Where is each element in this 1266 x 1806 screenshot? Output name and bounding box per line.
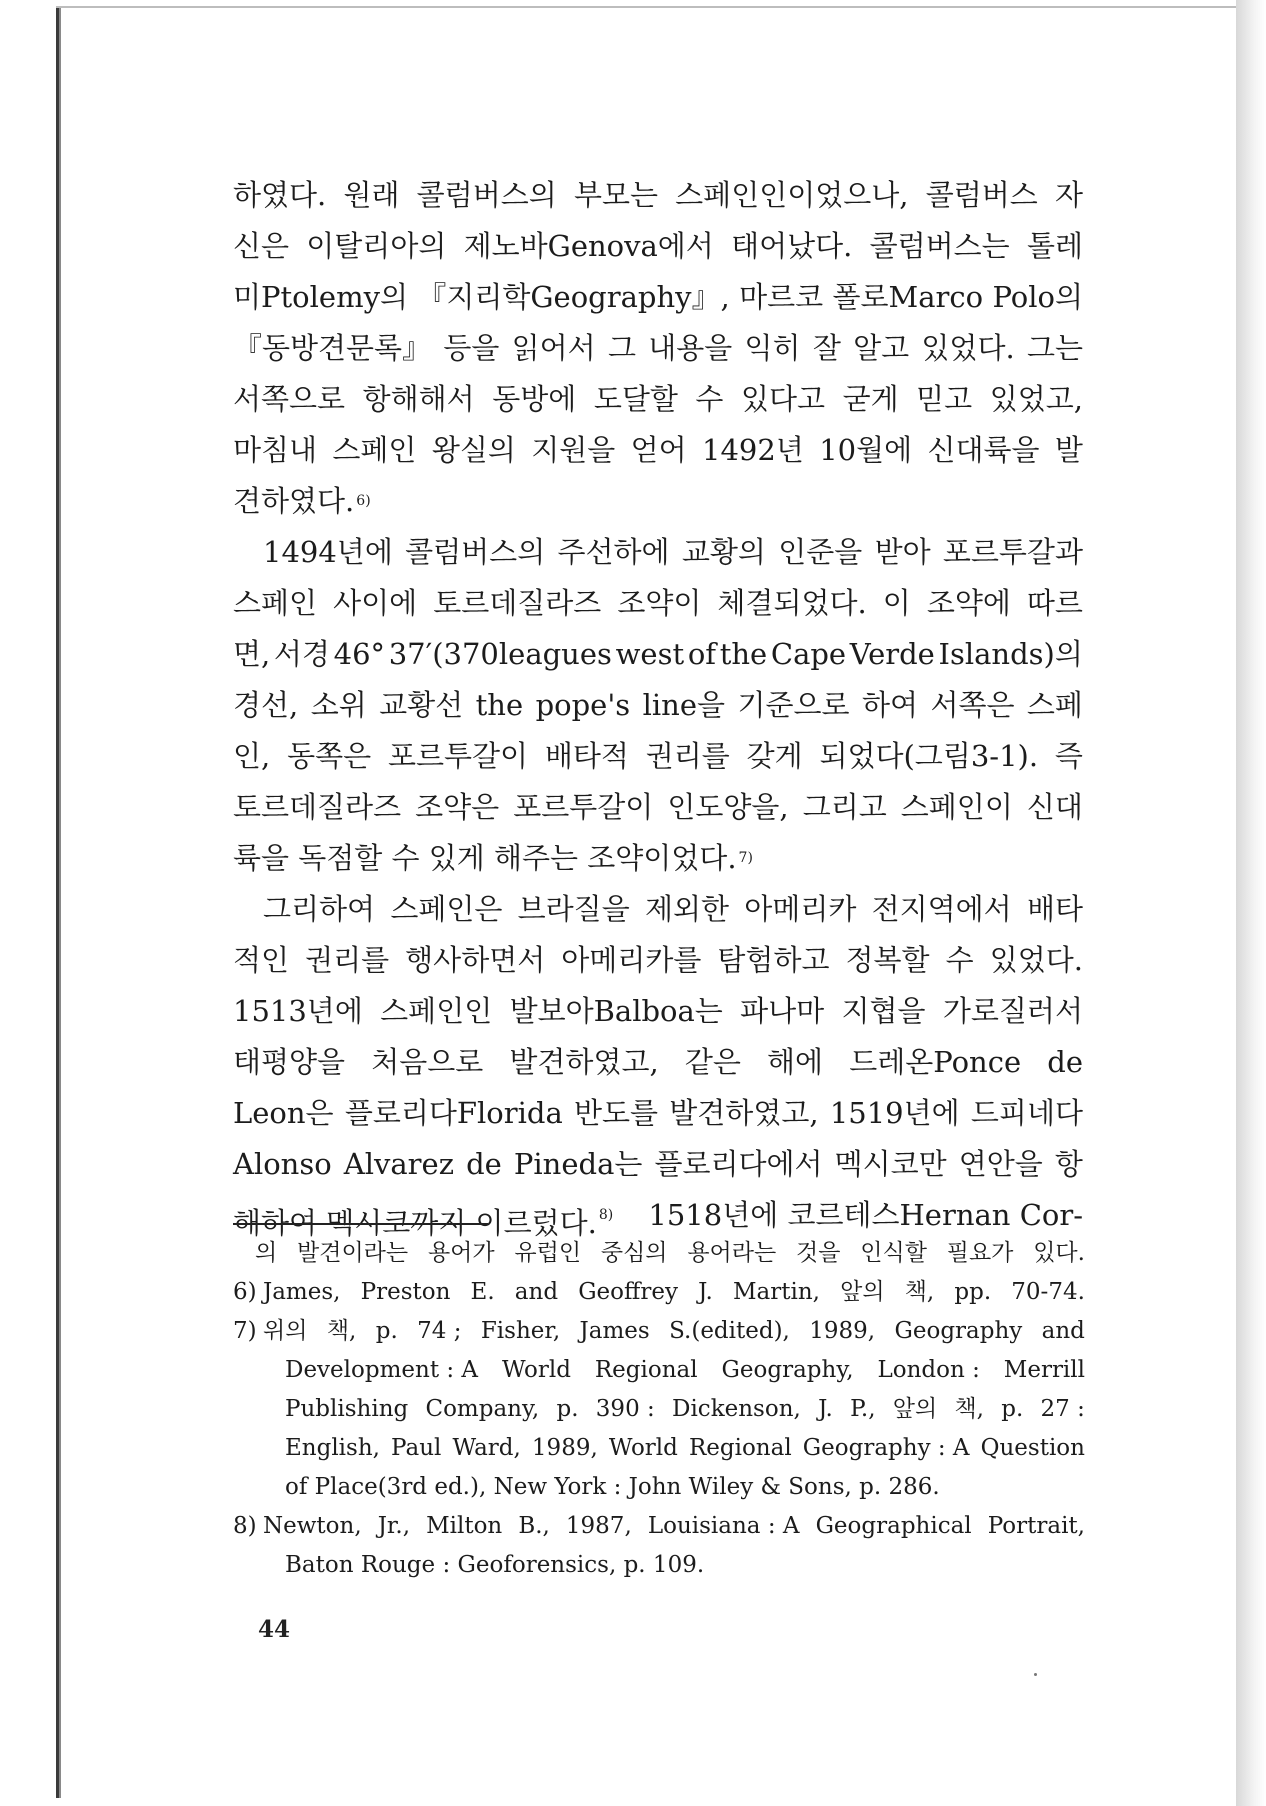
word: 등을 bbox=[443, 331, 500, 365]
footnote-number: 6) bbox=[233, 1279, 257, 1305]
word: p. bbox=[1001, 1396, 1024, 1422]
word: 주선하에 bbox=[557, 535, 670, 569]
word: Leon은 bbox=[233, 1096, 334, 1130]
word: 유럽인 bbox=[514, 1240, 582, 1266]
line-text-part: 해하여 멕시코까지 이르렀다. bbox=[233, 1206, 597, 1240]
footnote-number: 7) bbox=[233, 1318, 257, 1344]
word: 얻어 bbox=[630, 433, 687, 467]
word: 믿고 bbox=[916, 382, 973, 416]
word: 책, bbox=[954, 1396, 984, 1422]
text-line bbox=[233, 374, 1083, 425]
word: 드레온Ponce bbox=[849, 1045, 1022, 1079]
word: pp. bbox=[954, 1279, 992, 1305]
footnote-line bbox=[233, 1546, 1085, 1585]
word: Preston bbox=[360, 1279, 451, 1305]
word: 발보아Balboa는 bbox=[509, 994, 723, 1028]
word: Company, bbox=[425, 1396, 540, 1422]
word: 배타 bbox=[1026, 892, 1083, 926]
word: Pineda는 bbox=[513, 1147, 643, 1181]
word: 1987, bbox=[565, 1513, 632, 1539]
footnote-text bbox=[263, 1507, 1085, 1546]
word: 390 : bbox=[595, 1396, 655, 1422]
word: Alonso bbox=[233, 1147, 332, 1181]
word: Geography : A bbox=[802, 1435, 970, 1461]
word: and bbox=[514, 1279, 559, 1305]
word: 콜럼버스 bbox=[925, 178, 1038, 212]
word: 스페인인이었으나, bbox=[675, 178, 909, 212]
word: Milton bbox=[426, 1513, 503, 1539]
footnote-text bbox=[263, 1312, 1085, 1351]
word: 1989, bbox=[531, 1435, 598, 1461]
word: Cape bbox=[770, 637, 847, 671]
word: E. bbox=[470, 1279, 495, 1305]
line-text: 견하였다. bbox=[233, 484, 355, 518]
text-line bbox=[233, 476, 1083, 527]
word: Geography, bbox=[721, 1357, 854, 1383]
word: 서쪽으로 bbox=[233, 382, 346, 416]
word: of bbox=[687, 637, 717, 671]
word: Verde bbox=[849, 637, 935, 671]
word: 스페인인 bbox=[380, 994, 493, 1028]
word: 원래 bbox=[343, 178, 400, 212]
footnote-line bbox=[233, 1468, 1085, 1507]
text-line bbox=[233, 986, 1083, 1037]
word: 왕실의 bbox=[431, 433, 516, 467]
footnote-7 bbox=[233, 1312, 1085, 1351]
word: de bbox=[1047, 1045, 1083, 1079]
word: 서경 bbox=[273, 637, 330, 671]
word: west bbox=[615, 637, 685, 671]
word: Alvarez bbox=[343, 1147, 454, 1181]
word: London : bbox=[877, 1357, 980, 1383]
text-line bbox=[233, 833, 1083, 884]
word: 적인 bbox=[233, 943, 290, 977]
line-text: 륙을 독점할 수 있게 해주는 조약이었다. bbox=[233, 841, 737, 875]
word: 발견하였고, bbox=[509, 1045, 659, 1079]
word: 태평양을 bbox=[233, 1045, 346, 1079]
word: Geoffrey bbox=[578, 1279, 678, 1305]
word: 읽어서 bbox=[511, 331, 596, 365]
text-line bbox=[233, 1088, 1083, 1139]
word: 제외한 bbox=[644, 892, 730, 926]
word: 플로리다에서 bbox=[654, 1147, 823, 1181]
footnote-line bbox=[233, 1429, 1085, 1468]
text-line bbox=[233, 323, 1083, 374]
word: 기준으로 bbox=[737, 688, 850, 722]
word: 아메리카를 bbox=[561, 943, 702, 977]
word: Merrill bbox=[1003, 1357, 1085, 1383]
word: 항 bbox=[1054, 1147, 1083, 1181]
footnote-8 bbox=[233, 1507, 1085, 1546]
word: Question bbox=[980, 1435, 1085, 1461]
word: 배타적 bbox=[544, 739, 629, 773]
page-edge-shadow bbox=[1236, 0, 1266, 1806]
text-line bbox=[233, 731, 1083, 782]
word: 수 bbox=[945, 943, 974, 977]
word: 굳게 bbox=[842, 382, 899, 416]
footnotes bbox=[233, 1234, 1085, 1585]
word: p. bbox=[375, 1318, 398, 1344]
word: 스페 bbox=[1026, 688, 1083, 722]
word: 해에 bbox=[767, 1045, 824, 1079]
word: 교황선 bbox=[379, 688, 464, 722]
word: 『동방견문록』 bbox=[233, 331, 432, 365]
word: 파나마 bbox=[740, 994, 825, 1028]
word: Jr., bbox=[377, 1513, 411, 1539]
word: Islands)의 bbox=[938, 637, 1083, 671]
word: and bbox=[1041, 1318, 1085, 1344]
word: 있었다. bbox=[921, 331, 1015, 365]
word: 토르데질라즈 bbox=[233, 790, 402, 824]
text-line bbox=[233, 170, 1083, 221]
word: 있었다. bbox=[989, 943, 1083, 977]
word: 책, bbox=[904, 1279, 935, 1305]
word: 이탈리아의 bbox=[306, 229, 447, 263]
word: 사이에 bbox=[333, 586, 418, 620]
word: 앞의 bbox=[892, 1396, 938, 1422]
word: 필요가 bbox=[946, 1240, 1014, 1266]
word: 되었다(그림3-1). bbox=[819, 739, 1039, 773]
word: 1513년에 bbox=[233, 994, 363, 1028]
word: 콜럼버스는 bbox=[869, 229, 1010, 263]
word: 서쪽은 bbox=[930, 688, 1015, 722]
footnote-number: 8) bbox=[233, 1513, 257, 1539]
word: 포르투갈이 bbox=[513, 790, 654, 824]
footnote-6 bbox=[233, 1273, 1085, 1312]
word: Development : A bbox=[285, 1357, 479, 1383]
word: 플로리다Florida bbox=[344, 1096, 563, 1130]
word: 아메리카 bbox=[744, 892, 857, 926]
footnote-marker: 7) bbox=[738, 850, 753, 866]
word: 교황의 bbox=[681, 535, 766, 569]
word: 권리를 bbox=[305, 943, 390, 977]
text-line bbox=[233, 1139, 1083, 1190]
word: P., bbox=[850, 1396, 876, 1422]
footnote-line bbox=[233, 1234, 1085, 1273]
word: 스페인은 bbox=[390, 892, 503, 926]
word: 인준을 bbox=[778, 535, 863, 569]
word: 1519년에 bbox=[829, 1096, 960, 1130]
word: de bbox=[466, 1147, 502, 1181]
word: 하여 bbox=[861, 688, 918, 722]
word: James bbox=[579, 1318, 650, 1344]
word: 그리하여 bbox=[263, 892, 376, 926]
word: 잘 bbox=[812, 331, 841, 365]
word: 있다. bbox=[1033, 1240, 1085, 1266]
page-number: 44 bbox=[258, 1616, 291, 1643]
word: 톨레 bbox=[1026, 229, 1083, 263]
word: 지협을 bbox=[841, 994, 926, 1028]
word: 처음으로 bbox=[371, 1045, 484, 1079]
word: 스페인 bbox=[233, 586, 318, 620]
word: 있다고 bbox=[740, 382, 826, 416]
word: 포르투갈이 bbox=[387, 739, 529, 773]
line-text: 1518년에 코르테스Hernan Cor- bbox=[648, 1198, 1083, 1232]
word: p. bbox=[556, 1396, 579, 1422]
word: World bbox=[608, 1435, 678, 1461]
word: 조약이 bbox=[617, 586, 702, 620]
word: J. bbox=[818, 1396, 833, 1422]
word: 수 bbox=[695, 382, 724, 416]
word: 동쪽은 bbox=[287, 739, 372, 773]
word: 위의 bbox=[263, 1318, 308, 1344]
word: 46° bbox=[333, 637, 386, 671]
word: 27 : bbox=[1040, 1396, 1085, 1422]
word: 그리고 bbox=[802, 790, 887, 824]
word: 37′(370leagues bbox=[388, 637, 612, 671]
word: 반도를 bbox=[573, 1096, 659, 1130]
word: 중심의 bbox=[600, 1240, 668, 1266]
word: 콜럼버스의 bbox=[416, 178, 557, 212]
word: Martin, bbox=[733, 1279, 820, 1305]
word: 익히 bbox=[744, 331, 801, 365]
word: Regional bbox=[688, 1435, 792, 1461]
word: 전지역에서 bbox=[871, 892, 1012, 926]
word: Ward, bbox=[452, 1435, 521, 1461]
word: 자 bbox=[1054, 178, 1083, 212]
word: 포르투갈과 bbox=[942, 535, 1083, 569]
word: 책, bbox=[326, 1318, 357, 1344]
word: 인, bbox=[233, 739, 271, 773]
word: 발견이라는 bbox=[297, 1240, 409, 1266]
word: 받아 bbox=[874, 535, 931, 569]
word: 용어가 bbox=[427, 1240, 495, 1266]
word: 내용을 bbox=[648, 331, 733, 365]
word: Newton, bbox=[263, 1513, 362, 1539]
line-text: of Place(3rd ed.), New York : John Wiley & Sons, p. 286. bbox=[285, 1474, 940, 1500]
word: 그는 bbox=[1026, 331, 1083, 365]
word: 태어났다. bbox=[731, 229, 853, 263]
footnote-marker: 8) bbox=[598, 1207, 614, 1223]
text-line bbox=[233, 884, 1083, 935]
scan-speck bbox=[1034, 1673, 1037, 1676]
word: 10월에 bbox=[819, 433, 913, 467]
word: World bbox=[501, 1357, 571, 1383]
text-line bbox=[233, 680, 1083, 731]
word: 제노바Genova에서 bbox=[463, 229, 714, 263]
word: 스페인 bbox=[332, 433, 417, 467]
text-line bbox=[233, 629, 1083, 680]
word: Portrait, bbox=[987, 1513, 1085, 1539]
word: 앞의 bbox=[840, 1279, 885, 1305]
word: 멕시코만 bbox=[834, 1147, 947, 1181]
word: 하였다. bbox=[233, 178, 327, 212]
word: Publishing bbox=[285, 1396, 409, 1422]
word: 권리를 bbox=[645, 739, 730, 773]
word: 도달할 bbox=[593, 382, 678, 416]
word: 드피네다 bbox=[970, 1096, 1083, 1130]
text-line bbox=[233, 527, 1083, 578]
word: 정복할 bbox=[845, 943, 930, 977]
word: 따르 bbox=[1026, 586, 1083, 620]
word: B., bbox=[518, 1513, 550, 1539]
word: 1494년에 bbox=[263, 535, 393, 569]
word: 경선, bbox=[233, 688, 299, 722]
word: 74 ; bbox=[417, 1318, 462, 1344]
word: 마르코 bbox=[739, 280, 824, 314]
word: 소위 bbox=[310, 688, 367, 722]
word: 발 bbox=[1054, 433, 1083, 467]
word: 체결되었다. bbox=[717, 586, 867, 620]
word: 신대 bbox=[1026, 790, 1083, 824]
word: 인도양을, bbox=[667, 790, 789, 824]
word: 1989, bbox=[809, 1318, 876, 1344]
word: line을 bbox=[642, 688, 726, 722]
word: 콜럼버스의 bbox=[405, 535, 546, 569]
text-line bbox=[233, 578, 1083, 629]
word: 행사하면서 bbox=[405, 943, 546, 977]
line-text: Baton Rouge : Geoforensics, p. 109. bbox=[285, 1552, 705, 1578]
word: 조약에 bbox=[926, 586, 1011, 620]
word: pope's bbox=[535, 688, 631, 722]
word: 즉 bbox=[1054, 739, 1083, 773]
word: 이 bbox=[882, 586, 911, 620]
word: 탐험하고 bbox=[717, 943, 830, 977]
word: Polo의 bbox=[992, 280, 1083, 314]
word: 있었고, bbox=[989, 382, 1083, 416]
footnote-line bbox=[233, 1351, 1085, 1390]
word: 동방에 bbox=[492, 382, 577, 416]
word: Geographical bbox=[815, 1513, 972, 1539]
word: 70-74. bbox=[1011, 1279, 1085, 1305]
word: 것을 bbox=[796, 1240, 841, 1266]
word: 그 bbox=[607, 331, 636, 365]
word: 지원을 bbox=[531, 433, 616, 467]
footnote-line bbox=[233, 1390, 1085, 1429]
word: 용어라는 bbox=[687, 1240, 777, 1266]
word: 『지리학Geography』, bbox=[417, 280, 730, 314]
text-line bbox=[233, 935, 1083, 986]
word: English, bbox=[285, 1435, 380, 1461]
word: 같은 bbox=[684, 1045, 741, 1079]
text-line bbox=[233, 425, 1083, 476]
word: 토르데질라즈 bbox=[433, 586, 602, 620]
word: 알고 bbox=[853, 331, 910, 365]
word: Regional bbox=[594, 1357, 698, 1383]
text-line bbox=[233, 272, 1083, 323]
footnote-text bbox=[263, 1273, 1085, 1312]
word: J. bbox=[698, 1279, 713, 1305]
word: 발견하였고, bbox=[669, 1096, 819, 1130]
word: S.(edited), bbox=[669, 1318, 790, 1344]
word: Fisher, bbox=[480, 1318, 561, 1344]
word: Louisiana : A bbox=[647, 1513, 800, 1539]
word: James, bbox=[263, 1279, 341, 1305]
footnote-divider bbox=[233, 1223, 488, 1225]
word: 마침내 bbox=[233, 433, 318, 467]
word: 브라질을 bbox=[517, 892, 630, 926]
word: 신은 bbox=[233, 229, 290, 263]
word: 미Ptolemy의 bbox=[233, 280, 408, 314]
word: 인식할 bbox=[860, 1240, 927, 1266]
word: the bbox=[719, 637, 768, 671]
word: 항해해서 bbox=[362, 382, 475, 416]
word: 스페인이 bbox=[900, 790, 1013, 824]
word: 1492년 bbox=[702, 433, 804, 467]
word: Paul bbox=[391, 1435, 442, 1461]
text-line bbox=[233, 1037, 1083, 1088]
word: 의 bbox=[255, 1240, 278, 1266]
word: 연안을 bbox=[958, 1147, 1043, 1181]
main-body-text bbox=[233, 170, 1083, 1241]
text-line bbox=[233, 221, 1083, 272]
word: 폴로Marco bbox=[832, 280, 984, 314]
word: 조약은 bbox=[415, 790, 500, 824]
word: 갖게 bbox=[746, 739, 803, 773]
word: Geography bbox=[894, 1318, 1023, 1344]
text-line bbox=[233, 782, 1083, 833]
word: 가로질러서 bbox=[942, 994, 1083, 1028]
footnote-marker: 6) bbox=[356, 493, 371, 509]
word: 신대륙을 bbox=[927, 433, 1040, 467]
word: 부모는 bbox=[573, 178, 658, 212]
word: the bbox=[475, 688, 524, 722]
word: 면, bbox=[233, 637, 271, 671]
word: Dickenson, bbox=[672, 1396, 801, 1422]
